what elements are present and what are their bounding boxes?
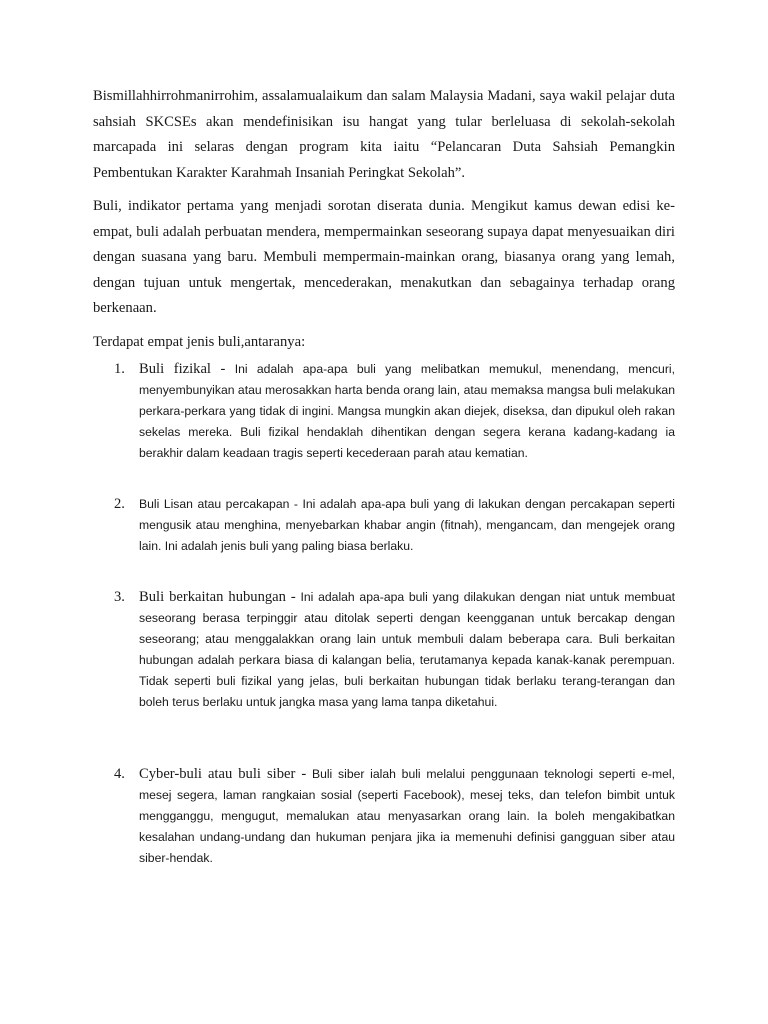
bullying-types-list [93, 359, 675, 869]
list-item-text: Buli siber ialah buli melalui penggunaan teknologi seperti e-mel, mesej segera, laman rangkaian sosial (seperti Facebook), mesej teks, dan telefon bimbit untuk mengganggu, mengugut, memalukan atau menyasarkan orang lain. Ia boleh mengakibatkan kesalahan undang-undang dan hukuman penjara jika ia memenuhi definisi gangguan siber atau siber-hendak. [139, 767, 675, 865]
list-item-title: Buli Lisan atau percakapan - [139, 497, 298, 511]
list-item-text: Ini adalah apa-apa buli yang melibatkan memukul, menendang, mencuri, menyembunyikan atau merosakkan harta benda orang lain, atau memaksa mangsa buli melakukan perkara-perkara yang tidak di ingini. Mangsa mungkin akan diejek, diseksa, dan dipukul oleh rakan sekelas mereka. Buli fizikal hendaklah dihentikan dengan segera kerana kadang-kadang ia berakhir dalam keadaan tragis seperti kecederaan parah atau kematian. [139, 362, 675, 460]
list-item-text: Ini adalah apa-apa buli yang dilakukan dengan niat untuk membuat seseorang berasa terpinggir atau ditolak seperti dengan keengganan untuk bercakap dengan seseorang; atau menggalakkan orang lain untuk membuli dalam beberapa cara. Buli berkaitan hubungan adalah perkara biasa di kalangan belia, terutamanya kepada kanak-kanak perempuan. Tidak seperti buli fizikal yang jelas, buli berkaitan hubungan tidak berlaku terang-terangan dan boleh terus berlaku untuk jangka masa yang lama tanpa diketahui. [139, 590, 676, 709]
definition-paragraph: Buli, indikator pertama yang menjadi sorotan diserata dunia. Mengikut kamus dewan edisi ke-empat, buli adalah perbuatan mendera, mempermainkan seseorang supaya dapat menyesuaikan diri dengan suasana yang baru. Membuli mempermain-mainkan orang, biasanya orang yang lemah, dengan tujuan untuk mengertak, mencederakan, menakutkan dan sebagainya terhadap orang berkenaan. [93, 198, 675, 316]
list-item-body [139, 494, 675, 557]
list-item-number: 2. [114, 496, 125, 512]
list-item-text: Ini adalah apa-apa buli yang di lakukan dengan percakapan seperti mengusik atau menghina, menyebarkan khabar angin (fitnah), mengancam, dan mengejek orang lain. Ini adalah jenis buli yang paling biasa berlaku. [139, 497, 675, 553]
list-item-number: 4. [114, 766, 125, 782]
list-item-title: Buli berkaitan hubungan - [139, 589, 296, 605]
document-page [93, 84, 675, 869]
list-item-verbal [93, 494, 675, 557]
types-intro-paragraph: Terdapat empat jenis buli,antaranya: [93, 333, 306, 350]
list-item-cyber [93, 764, 675, 869]
list-item-physical [93, 359, 675, 464]
list-item-body [139, 764, 675, 869]
intro-paragraph: Bismillahhirrohmanirrohim, assalamualaikum dan salam Malaysia Madani, saya wakil pelajar duta sahsiah SKCSEs akan mendefinisikan isu hangat yang tular berleluasa di sekolah-sekolah marcapada ini selaras dengan program kita iaitu “Pelancaran Duta Sahsiah Pemangkin Pembentukan Karakter Karahmah Insaniah Peringkat Sekolah”. [93, 88, 675, 181]
list-item-title: Buli fizikal - [139, 361, 226, 377]
list-item-relational [93, 587, 675, 713]
list-item-body [139, 587, 675, 713]
list-item-body [139, 359, 675, 464]
list-item-number: 3. [114, 589, 125, 605]
list-item-title: Cyber-buli atau buli siber - [139, 766, 307, 782]
list-item-number: 1. [114, 361, 125, 377]
